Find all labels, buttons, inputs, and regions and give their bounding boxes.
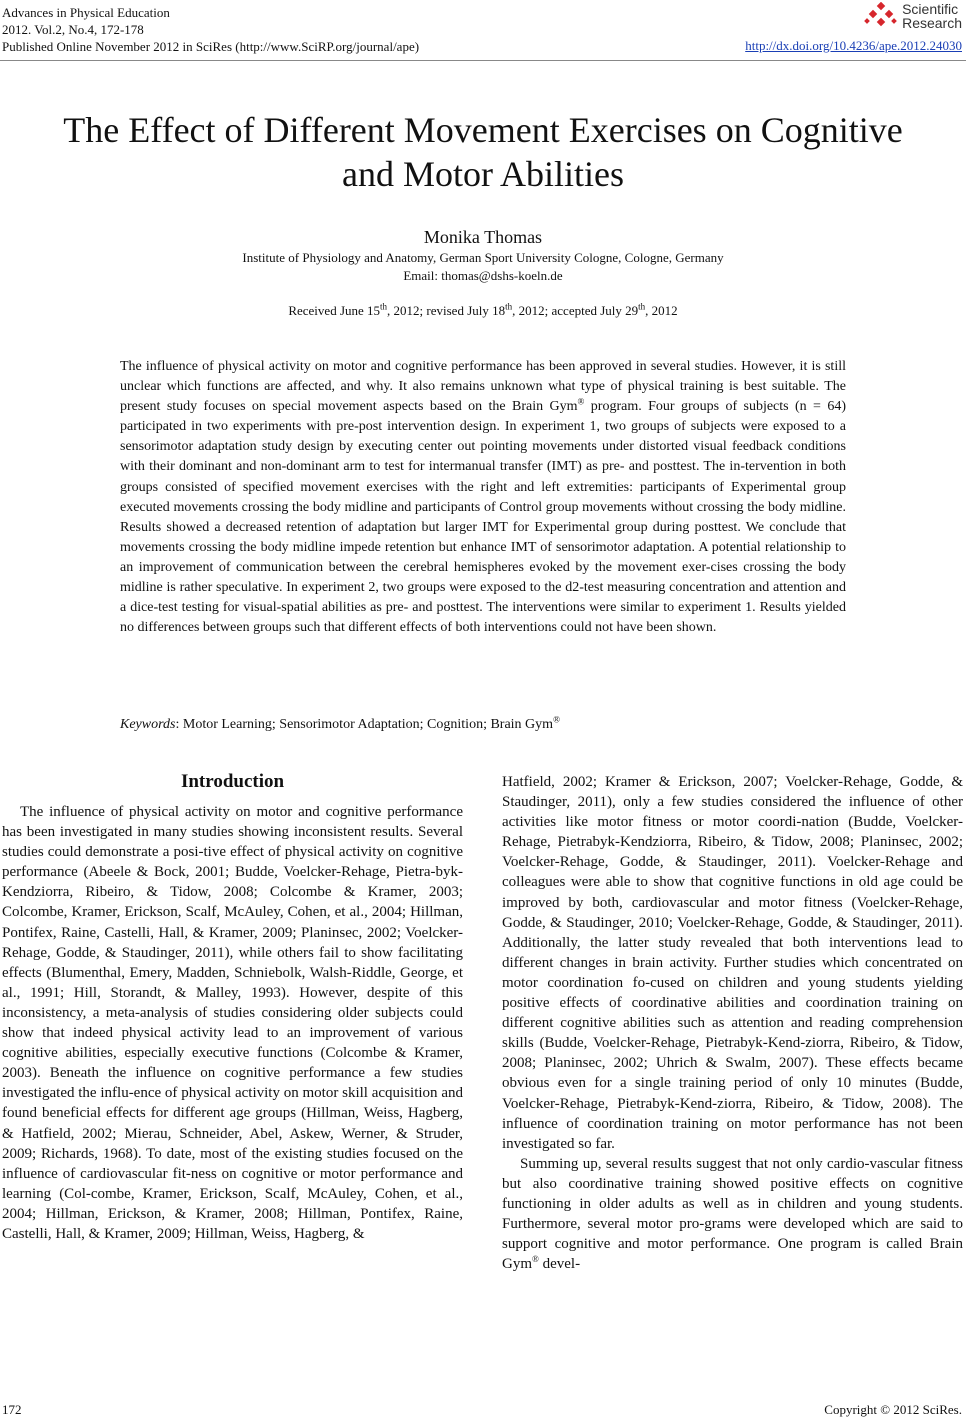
received-dates bbox=[0, 303, 966, 319]
registered-mark: ® bbox=[577, 396, 585, 407]
published-info: Published Online November 2012 in SciRes (http://www.SciRP.org/journal/ape) bbox=[2, 39, 420, 54]
running-header bbox=[2, 4, 419, 55]
copyright-notice: Copyright © 2012 SciRes. bbox=[824, 1402, 962, 1417]
volume-info: 2012. Vol.2, No.4, 172-178 bbox=[2, 22, 144, 37]
ordinal-sup: th bbox=[638, 301, 646, 312]
ordinal-sup: th bbox=[505, 301, 513, 312]
page-number: 172 bbox=[2, 1402, 22, 1417]
abstract-text-1: The influence of physical activity on motor and cognitive performance has been approved in several studies. However, it is still unclear which functions are affected, and why. It also remains unknown what type of physical training is best suitable. The present study focuses on special movement aspects based on the Brain Gym bbox=[120, 359, 846, 415]
title-line-2: and Motor Abilities bbox=[342, 154, 624, 194]
accepted-date: , 2012; accepted July 29 bbox=[512, 303, 639, 318]
ordinal-sup: th bbox=[380, 301, 388, 312]
paragraph-text-end: devel- bbox=[538, 1256, 581, 1273]
registered-mark: ® bbox=[532, 1254, 539, 1265]
registered-mark: ® bbox=[553, 714, 560, 725]
header-divider bbox=[0, 60, 966, 61]
keywords-text: : Motor Learning; Sensorimotor Adaptation; Cognition; Brain Gym bbox=[175, 717, 554, 732]
year-text: , 2012 bbox=[645, 303, 678, 318]
revised-date: , 2012; revised July 18 bbox=[387, 303, 506, 318]
paper-title bbox=[0, 108, 966, 196]
title-line-1: The Effect of Different Movement Exercises on Cognitive bbox=[63, 110, 903, 150]
logo-line-2: Research bbox=[902, 15, 962, 31]
keywords bbox=[120, 714, 846, 733]
publisher-logo bbox=[864, 2, 962, 30]
paragraph-text: Summing up, several results suggest that not only cardio-vascular fitness but also coordinative training showed positive effects on cognitive functioning in older adults as well as in children and young students. Furthermore, several motor pro-grams were developed which are said to support cognitive and motor performance. One program is called Brain Gym bbox=[502, 1155, 963, 1273]
journal-name: Advances in Physical Education bbox=[2, 5, 170, 20]
paragraph: The influence of physical activity on motor and cognitive performance has been investigated in many studies showing inconsistent results. Several studies could demonstrate a posi-tive effect of physical activity on cognitive performance (Abeele & Bock, 2001; Budde, Voelcker-Rehage, Pietra-byk-Kendziorra, Ribeiro, & Tidow, 2008; Colcombe & Kramer, 2003; Colcombe, Kramer, Erickson, Scalf, McAuley, Cohen, et al., 2004; Hillman, Pontifex, Raine, Castelli, Hall, & Kramer, 2009; Planinsec, 2002; Voelcker-Rehage, Godde, & Staudinger, 2011), while others fail to show facilitating effects (Blumenthal, Emery, Madden, Schniebolk, Walsh-Riddle, George, et al., 1991; Hill, Storandt, & Malley, 1993). However, despite of this inconsistency, a meta-analysis of studies considering older subjects could show that indeed physical activity lead to an improvement of various cognitive abilities, especially executive functions (Colcombe & Kramer, 2003). Beneath the influence on cognitive performance a few studies investigated the influ-ence of physical activity on motor skill acquisition and found beneficial effects for different age groups (Hillman, Weiss, Hagberg, & Hatfield, 2002; Mierau, Schneider, Abel, Askew, Werner, & Struder, 2009; Richards, 1968). To date, most of the existing studies focused on the influence of cardiovascular fit-ness on cognitive or motor performance and learning (Col-combe, Kramer, Erickson, Scalf, McAuley, Cohen, et al., 2004; Hillman, Erickson, & Kramer, 2008; Hillman, Pontifex, Raine, Castelli, Hall, & Kramer, 2009; Hillman, Weiss, Hagberg, & bbox=[2, 804, 463, 1242]
received-date: Received June 15 bbox=[288, 303, 381, 318]
right-column bbox=[502, 772, 963, 1274]
keywords-label: Keywords bbox=[120, 717, 176, 732]
paragraph: Hatfield, 2002; Kramer & Erickson, 2007; Voelcker-Rehage, Godde, & Staudinger, 2011), only a few studies considered the influence of other activities like motor fitness or motor coordi-nation (Budde, Voelcker-Rehage, Pietrabyk-Kendziorra, Ribeiro, & Tidow, 2008; Planinsec, 2002; Voelcker-Rehage, Godde, & Staudinger, 2011). Voelcker-Rehage and colleagues were able to show that cognitive functions in old age could be improved by both, cardiovascular and motor fitness (Voelcker-Rehage, Godde, & Staudinger, 2010; Voelcker-Rehage, Godde, & Staudinger, 2011). Additionally, the latter study revealed that both interventions lead to different changes in brain activity. Further studies which concentrated on motor coordination fo-cused on children and young students yielding positive effects of coordinative abilities and coordination training on different cognitive abilities such as attention and reading comprehension skills (Budde, Voelcker-Rehage, Pietrabyk-Kend-ziorra, Ribeiro, & Tidow, 2008; Planinsec, 2002; Uhrich & Swalm, 2007). These effects became obvious even for a single training period of only 10 minutes (Budde, Voelcker-Rehage, Pietrabyk-Kend-ziorra, Ribeiro, & Tidow, 2008). The influence of coordination training on motor performance has not been investigated so far. bbox=[502, 774, 963, 1152]
abstract bbox=[120, 357, 846, 638]
scientific-research-logo-icon bbox=[864, 2, 898, 30]
abstract-text-2: program. Four groups of subjects (n = 64) participated in two experiments with pre-post intervention design. In experiment 1, two groups of subjects were exposed to a sensorimotor adaptation study design by executing center out pointing movements under distorted visual feedback conditions with their dominant and non-dominant arm to test for intermanual transfer (IMT) as pre- and posttest. The in-tervention in both groups consisted of specified movement exercises with the right and left extremities: participants of Experimental group executed movements crossing the body midline and participants of Control group movements without crossing the body midline. Results showed a decreased retention of adaptation but larger IMT for Experimental group during posttest. We conclude that movements crossing the body midline impede retention but enhance IMT of sensorimotor adaptation. A potential relationship to an improvement of communication between the cerebral hemispheres evoked by the movement exer-cises crossing the body midline is rather speculative. In experiment 2, two groups were exposed to the d2-test measuring concentration and attention and a dice-test testing for visual-spatial abilities as pre- and posttest. The interventions were similar to experiment 1. Results yielded no differences between groups such that different effects of both interventions could not have been shown. bbox=[120, 399, 846, 636]
paragraph bbox=[502, 1154, 963, 1275]
section-heading-introduction: Introduction bbox=[180, 771, 285, 792]
author-name: Monika Thomas bbox=[423, 227, 543, 247]
left-column bbox=[2, 770, 463, 1244]
doi-link[interactable]: http://dx.doi.org/10.4236/ape.2012.24030 bbox=[745, 38, 962, 53]
logo-line-1: Scientific bbox=[902, 1, 959, 17]
email-text: Email: thomas@dshs-koeln.de bbox=[403, 268, 563, 283]
author-affiliation bbox=[0, 249, 966, 285]
affiliation-text: Institute of Physiology and Anatomy, German Sport University Cologne, Cologne, Germany bbox=[242, 250, 724, 265]
